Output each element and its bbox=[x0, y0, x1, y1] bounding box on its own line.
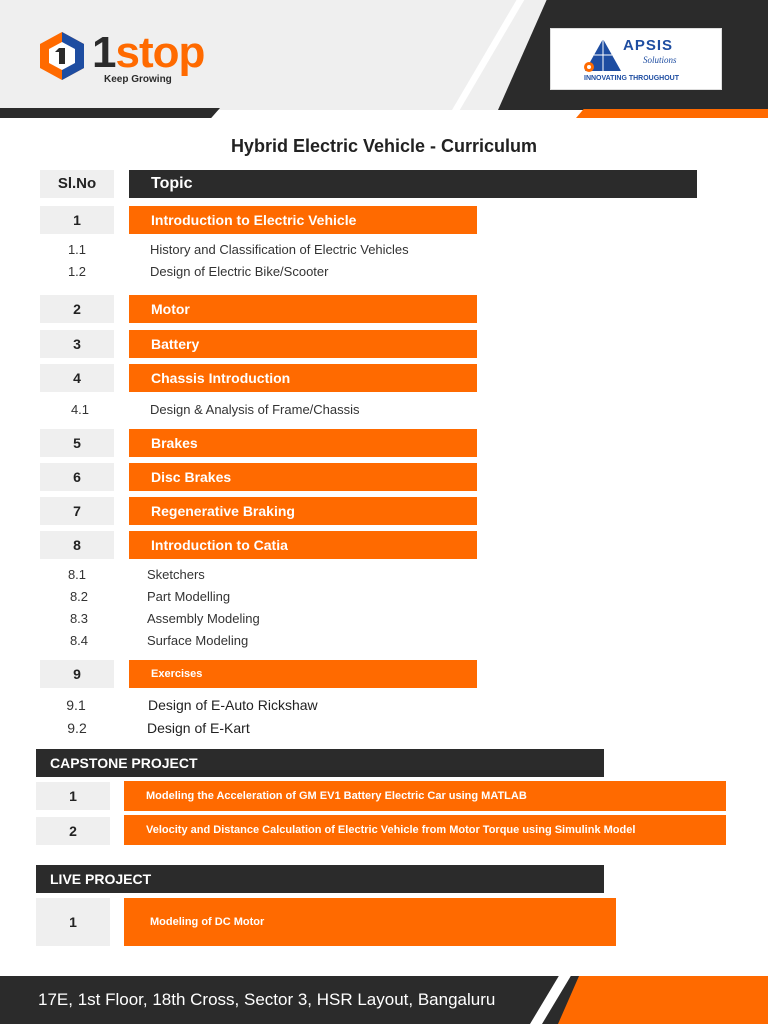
subtopic-number: 4.1 bbox=[70, 402, 90, 417]
logo-word: stop bbox=[115, 28, 205, 77]
subtopic-number: 1.1 bbox=[67, 242, 87, 257]
module-number: 5 bbox=[40, 429, 114, 457]
partner-subtitle: Solutions bbox=[643, 55, 677, 65]
module-title: Chassis Introduction bbox=[129, 364, 477, 392]
subtopic-text: Design of Electric Bike/Scooter bbox=[150, 264, 329, 279]
module-number: 1 bbox=[40, 206, 114, 234]
module-title: Motor bbox=[129, 295, 477, 323]
logo-wordmark bbox=[92, 28, 204, 78]
hexagon-logo-icon bbox=[38, 30, 86, 82]
pyramid-logo-icon bbox=[583, 37, 623, 73]
partner-tagline: INNOVATING THROUGHOUT bbox=[584, 75, 680, 82]
subtopic-text: Part Modelling bbox=[147, 589, 231, 604]
live-project-heading: LIVE PROJECT bbox=[36, 865, 604, 893]
subtopic-text: Sketchers bbox=[147, 567, 205, 582]
capstone-item: Modeling the Acceleration of GM EV1 Battery Electric Car using MATLAB bbox=[124, 781, 726, 811]
header-dark-band bbox=[0, 108, 220, 118]
brand-logo bbox=[38, 28, 228, 88]
module-number: 6 bbox=[40, 463, 114, 491]
module-title: Introduction to Electric Vehicle bbox=[129, 206, 477, 234]
module-number: 7 bbox=[40, 497, 114, 525]
page-title: Hybrid Electric Vehicle - Curriculum bbox=[230, 136, 538, 156]
logo-tagline: Keep Growing bbox=[104, 74, 172, 85]
footer-address: 17E, 1st Floor, 18th Cross, Sector 3, HSR Layout, Bangaluru bbox=[38, 990, 496, 1009]
capstone-number: 1 bbox=[36, 782, 110, 810]
header-slno: Sl.No bbox=[40, 170, 114, 198]
module-number: 2 bbox=[40, 295, 114, 323]
subtopic-number: 8.3 bbox=[69, 611, 89, 626]
subtopic-text: Assembly Modeling bbox=[147, 611, 260, 626]
capstone-item: Velocity and Distance Calculation of Electric Vehicle from Motor Torque using Simulink Model bbox=[124, 815, 726, 845]
subtopic-text: Design of E-Kart bbox=[147, 720, 250, 736]
live-project-item: Modeling of DC Motor bbox=[124, 898, 616, 946]
module-title: Disc Brakes bbox=[129, 463, 477, 491]
subtopic-number: 8.4 bbox=[69, 633, 89, 648]
subtopic-text: History and Classification of Electric Vehicles bbox=[150, 242, 409, 257]
subtopic-text: Design & Analysis of Frame/Chassis bbox=[150, 402, 360, 417]
module-number: 9 bbox=[40, 660, 114, 688]
subtopic-number: 8.1 bbox=[67, 567, 87, 582]
module-title: Brakes bbox=[129, 429, 477, 457]
subtopic-number: 9.2 bbox=[67, 720, 87, 736]
subtopic-number: 9.1 bbox=[66, 697, 86, 713]
module-number: 8 bbox=[40, 531, 114, 559]
live-project-number: 1 bbox=[36, 898, 110, 946]
subtopic-text: Surface Modeling bbox=[147, 633, 249, 648]
module-title: Regenerative Braking bbox=[129, 497, 477, 525]
module-title: Battery bbox=[129, 330, 477, 358]
partner-name: APSIS bbox=[623, 37, 674, 54]
module-title: Exercises bbox=[129, 660, 477, 688]
header-topic: Topic bbox=[129, 170, 697, 198]
module-title: Introduction to Catia bbox=[129, 531, 477, 559]
header-orange-band bbox=[576, 109, 768, 118]
module-number: 3 bbox=[40, 330, 114, 358]
capstone-number: 2 bbox=[36, 817, 110, 845]
capstone-heading: CAPSTONE PROJECT bbox=[36, 749, 604, 777]
logo-prefix: 1 bbox=[92, 28, 116, 77]
subtopic-text: Design of E-Auto Rickshaw bbox=[148, 697, 318, 713]
subtopic-number: 1.2 bbox=[67, 264, 87, 279]
footer-accent bbox=[558, 976, 768, 1024]
subtopic-number: 8.2 bbox=[69, 589, 89, 604]
module-number: 4 bbox=[40, 364, 114, 392]
partner-logo bbox=[550, 28, 722, 90]
